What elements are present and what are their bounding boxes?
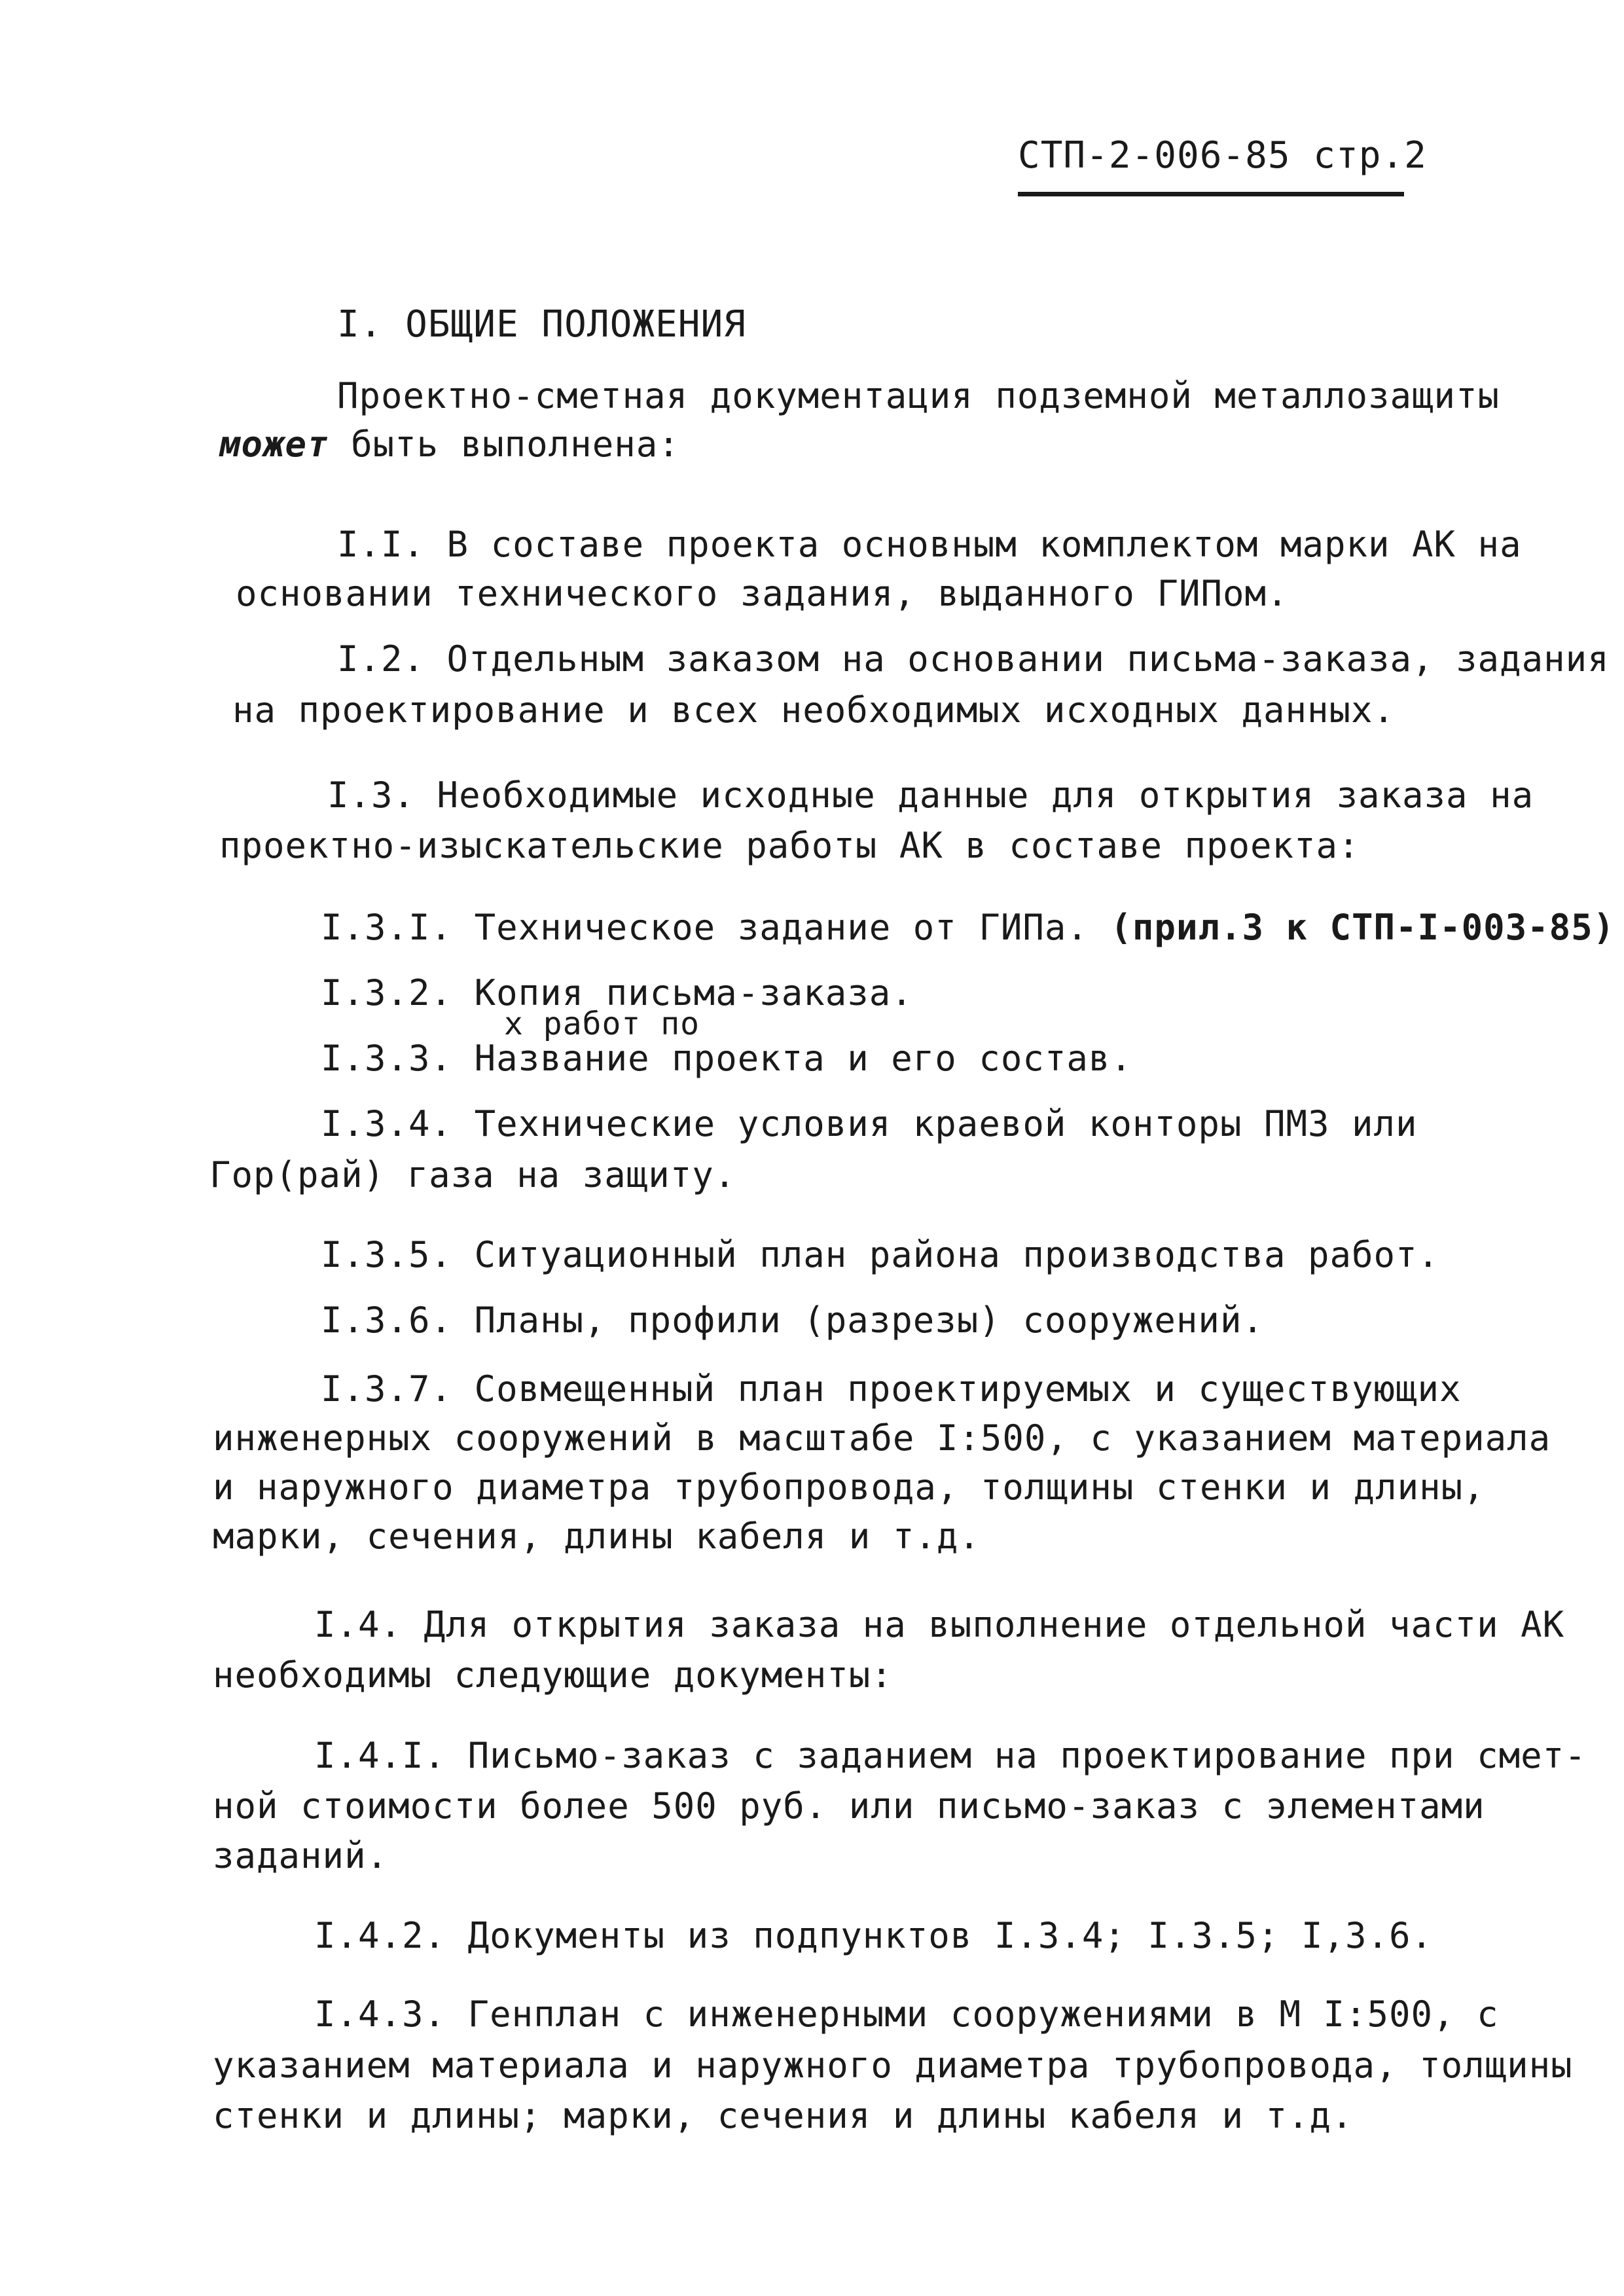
intro-line-1: Проектно-сметная документация подземной металлозащиты xyxy=(337,375,1500,416)
item-1-3-2: I.3.2. Копия письма-заказа. xyxy=(321,972,913,1013)
item-1-3-1 xyxy=(321,907,1615,948)
item-1-3-line-1: I.3. Необходимые исходные данные для открытия заказа на xyxy=(327,774,1534,816)
document-code-header: СТП-2-006-85 стр.2 xyxy=(1018,134,1427,177)
item-1-3-7-line-1: I.3.7. Совмещенный план проектируемых и существующих xyxy=(321,1368,1462,1410)
item-1-3-3-handwritten-insert: х работ по xyxy=(504,1006,700,1042)
item-1-4-3-line-3: стенки и длины; марки, сечения и длины кабеля и т.д. xyxy=(213,2095,1354,2136)
item-1-4-line-1: I.4. Для открытия заказа на выполнение отдельной части АК xyxy=(314,1604,1565,1645)
item-1-3-1-text: I.3.I. Техническое задание от ГИПа. xyxy=(321,907,1089,948)
item-1-3-7-line-4: марки, сечения, длины кабеля и т.д. xyxy=(213,1516,981,1557)
item-1-4-1-line-2: ной стоимости более 500 руб. или письмо-заказ с элементами xyxy=(213,1785,1485,1827)
item-1-3-3: I.3.3. Название проекта и его состав. xyxy=(321,1038,1132,1079)
item-1-3-7-line-3: и наружного диаметра трубопровода, толщины стенки и длины, xyxy=(213,1467,1485,1508)
intro-line-2 xyxy=(219,424,680,465)
section-title: I. ОБЩИЕ ПОЛОЖЕНИЯ xyxy=(337,303,746,346)
item-1-3-4-line-1: I.3.4. Технические условия краевой конторы ПМЗ или xyxy=(321,1103,1418,1144)
item-1-4-2: I.4.2. Документы из подпунктов I.3.4; I.3.5; I,3.6. xyxy=(314,1915,1434,1956)
item-1-1-line-2: основании технического задания, выданного ГИПом. xyxy=(236,573,1289,614)
item-1-2-line-2: на проектирование и всех необходимых исходных данных. xyxy=(232,689,1396,731)
item-1-4-line-2: необходимы следующие документы: xyxy=(213,1654,893,1696)
item-1-4-3-line-2: указанием материала и наружного диаметра трубопровода, толщины xyxy=(213,2045,1573,2086)
item-1-3-1-note: (прил.3 к СТП-I-003-85) xyxy=(1110,907,1615,948)
item-1-4-1-line-1: I.4.I. Письмо-заказ с заданием на проектирование при смет- xyxy=(314,1735,1587,1776)
handwritten-insert: может xyxy=(219,424,329,465)
item-1-3-5: I.3.5. Ситуационный план района производства работ. xyxy=(321,1234,1440,1275)
header-underline xyxy=(1018,192,1404,196)
item-1-2-line-1: I.2. Отдельным заказом на основании письма-заказа, задания xyxy=(337,638,1610,680)
intro-line-2-text: быть выполнена: xyxy=(351,424,680,465)
item-1-3-line-2: проектно-изыскательские работы АК в составе проекта: xyxy=(219,825,1360,866)
item-1-3-6: I.3.6. Планы, профили (разрезы) сооружений. xyxy=(321,1300,1264,1341)
item-1-4-1-line-3: заданий. xyxy=(213,1835,389,1876)
item-1-3-7-line-2: инженерных сооружений в масштабе I:500, с указанием материала xyxy=(213,1417,1551,1459)
item-1-4-3-line-1: I.4.3. Генплан с инженерными сооружениями в М I:500, с xyxy=(314,1994,1499,2035)
item-1-1-line-1: I.I. В составе проекта основным комплектом марки АК на xyxy=(337,524,1522,565)
item-1-3-4-line-2: Гор(рай) газа на защиту. xyxy=(209,1154,736,1195)
